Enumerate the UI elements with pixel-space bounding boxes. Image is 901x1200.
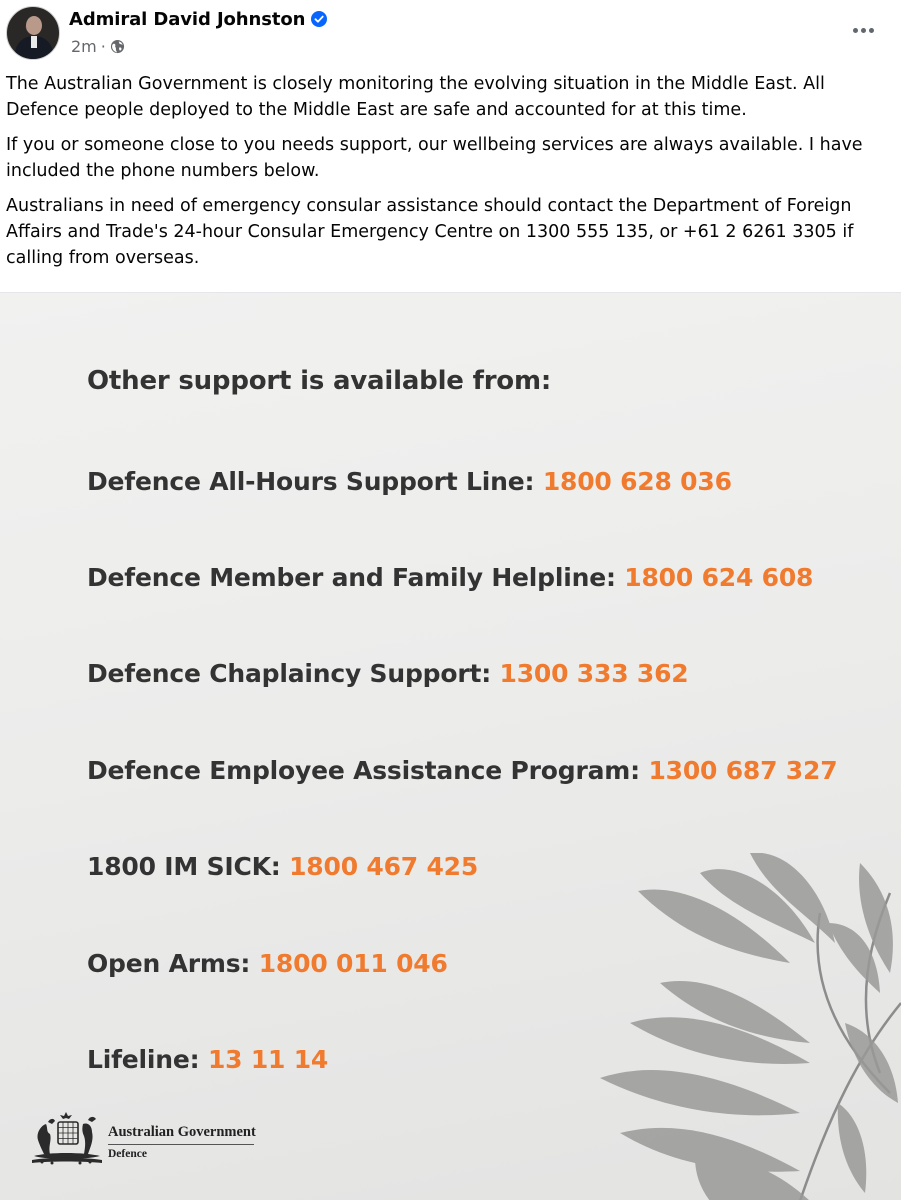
author-line bbox=[69, 7, 327, 31]
author-name[interactable]: Admiral David Johnston bbox=[69, 8, 306, 30]
more-options-icon[interactable] bbox=[845, 12, 881, 48]
support-number: 1300 333 362 bbox=[499, 659, 689, 688]
verified-badge-icon bbox=[311, 11, 327, 27]
support-line bbox=[87, 852, 478, 881]
support-number: 1800 467 425 bbox=[289, 852, 479, 881]
support-label: Defence Member and Family Helpline: bbox=[87, 563, 616, 592]
coat-of-arms-icon bbox=[28, 1110, 104, 1168]
post-paragraph-1: The Australian Government is closely monitoring the evolving situation in the Middle East. All Defence people deployed to the Middle East are safe and accounted for at this time. bbox=[6, 74, 825, 120]
post-paragraph-3: Australians in need of emergency consular assistance should contact the Department of Foreign Affairs and Trade's 24-hour Consular Emergency Centre on 1300 555 135, or +61 2 6261 3305 if calling from overseas. bbox=[6, 196, 854, 268]
australian-government-logo bbox=[28, 1110, 268, 1170]
leaves-decoration bbox=[560, 853, 901, 1200]
post-meta bbox=[71, 36, 125, 56]
logo-subtitle: Defence bbox=[108, 1148, 147, 1160]
post-paragraph-2: If you or someone close to you needs support, our wellbeing services are always available. I have included the phone numbers below. bbox=[6, 135, 863, 181]
support-label: Defence Employee Assistance Program: bbox=[87, 756, 640, 785]
meta-separator: · bbox=[100, 36, 106, 56]
support-line bbox=[87, 756, 837, 785]
post-body bbox=[6, 71, 886, 280]
author-avatar[interactable] bbox=[6, 6, 60, 60]
support-label: Open Arms: bbox=[87, 949, 251, 978]
support-line bbox=[87, 1045, 328, 1074]
support-heading: Other support is available from: bbox=[87, 366, 552, 396]
support-line bbox=[87, 563, 813, 592]
support-number: 1800 011 046 bbox=[258, 949, 448, 978]
logo-title: Australian Government bbox=[108, 1124, 256, 1140]
support-label: Defence Chaplaincy Support: bbox=[87, 659, 491, 688]
support-label: Lifeline: bbox=[87, 1045, 200, 1074]
logo-divider bbox=[108, 1144, 254, 1145]
support-number: 1800 624 608 bbox=[624, 563, 814, 592]
support-line bbox=[87, 467, 732, 496]
support-label: 1800 IM SICK: bbox=[87, 852, 281, 881]
globe-icon[interactable] bbox=[110, 39, 125, 54]
post-timestamp[interactable]: 2m bbox=[71, 36, 97, 56]
support-label: Defence All-Hours Support Line: bbox=[87, 467, 535, 496]
post-image[interactable] bbox=[0, 292, 901, 1200]
support-number: 13 11 14 bbox=[207, 1045, 329, 1074]
post-header bbox=[0, 0, 901, 66]
support-number: 1300 687 327 bbox=[648, 756, 838, 785]
support-line bbox=[87, 659, 688, 688]
support-number: 1800 628 036 bbox=[542, 467, 732, 496]
support-line bbox=[87, 949, 448, 978]
